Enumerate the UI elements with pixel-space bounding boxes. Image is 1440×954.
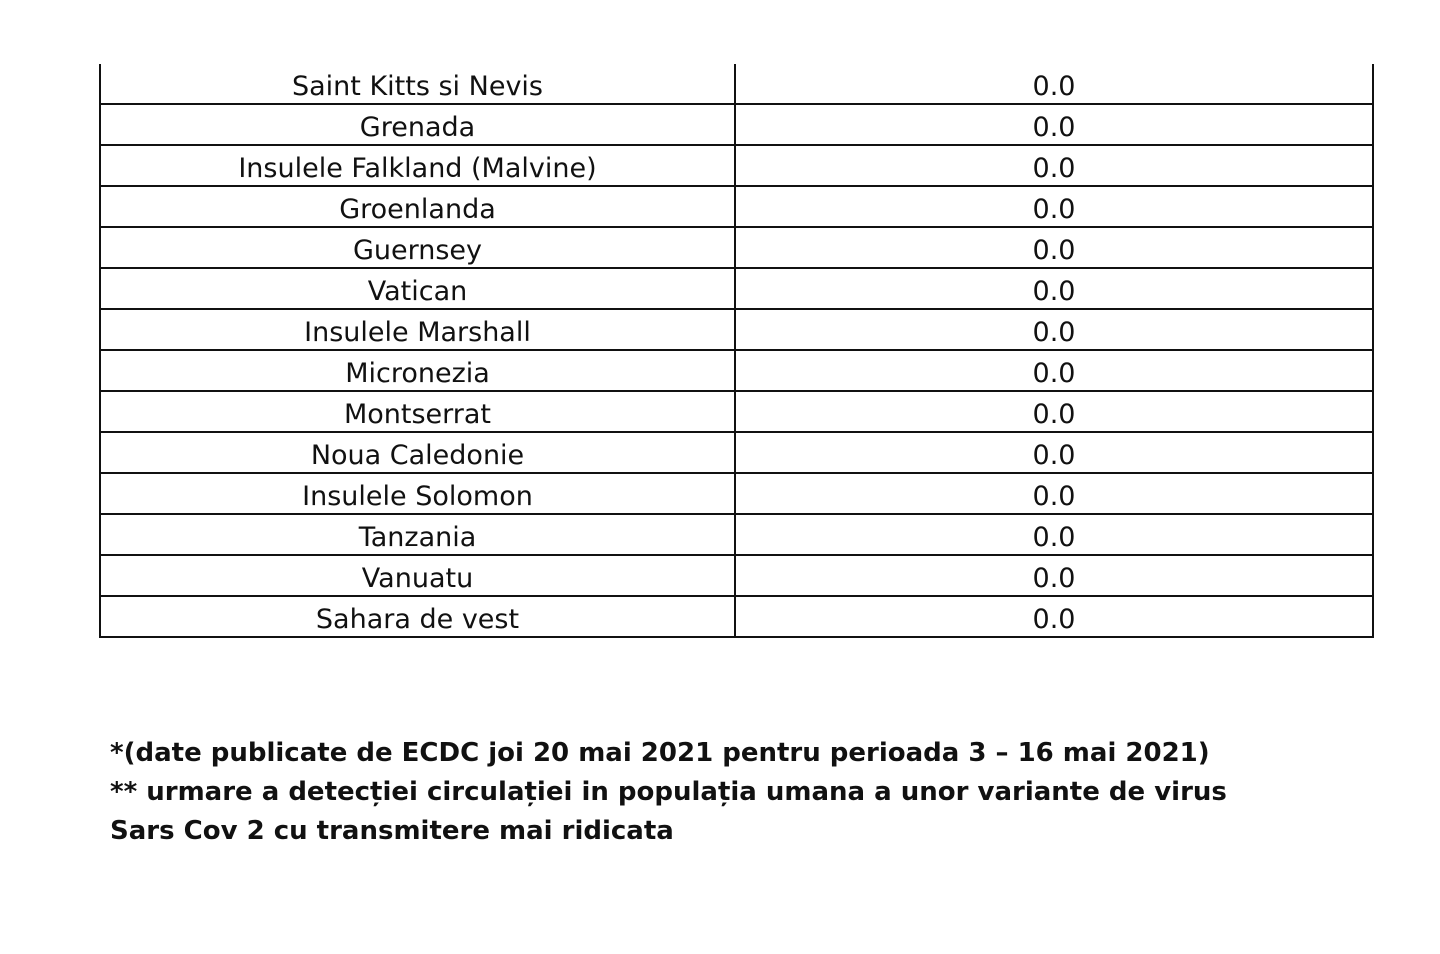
table-body bbox=[100, 64, 1373, 637]
value-cell: 0.0 bbox=[735, 514, 1373, 555]
value-cell: 0.0 bbox=[735, 473, 1373, 514]
value-cell: 0.0 bbox=[735, 227, 1373, 268]
country-cell: Saint Kitts si Nevis bbox=[100, 64, 735, 104]
footnote-source: *(date publicate de ECDC joi 20 mai 2021 pentru perioada 3 – 16 mai 2021) bbox=[110, 738, 1210, 768]
value-cell: 0.0 bbox=[735, 186, 1373, 227]
country-cell: Guernsey bbox=[100, 227, 735, 268]
footnote-variants-continued: Sars Cov 2 cu transmitere mai ridicata bbox=[110, 816, 674, 846]
value-cell: 0.0 bbox=[735, 64, 1373, 104]
table-row bbox=[100, 64, 1373, 104]
table-row bbox=[100, 350, 1373, 391]
table-row bbox=[100, 186, 1373, 227]
value-cell: 0.0 bbox=[735, 432, 1373, 473]
value-cell: 0.0 bbox=[735, 309, 1373, 350]
country-cell: Vatican bbox=[100, 268, 735, 309]
table-row bbox=[100, 104, 1373, 145]
value-cell: 0.0 bbox=[735, 145, 1373, 186]
table-row bbox=[100, 432, 1373, 473]
country-cell: Vanuatu bbox=[100, 555, 735, 596]
country-cell: Noua Caledonie bbox=[100, 432, 735, 473]
value-cell: 0.0 bbox=[735, 104, 1373, 145]
country-cell: Micronezia bbox=[100, 350, 735, 391]
table-row bbox=[100, 514, 1373, 555]
country-cell: Insulele Marshall bbox=[100, 309, 735, 350]
value-cell: 0.0 bbox=[735, 596, 1373, 637]
footnotes bbox=[110, 734, 1370, 851]
value-cell: 0.0 bbox=[735, 350, 1373, 391]
table-row bbox=[100, 268, 1373, 309]
table-row bbox=[100, 473, 1373, 514]
value-cell: 0.0 bbox=[735, 268, 1373, 309]
country-cell: Groenlanda bbox=[100, 186, 735, 227]
country-cell: Insulele Falkland (Malvine) bbox=[100, 145, 735, 186]
footnote-variants: ** urmare a detecției circulației in populația umana a unor variante de virus bbox=[110, 777, 1227, 807]
table-row bbox=[100, 309, 1373, 350]
country-cell: Insulele Solomon bbox=[100, 473, 735, 514]
table-row bbox=[100, 391, 1373, 432]
country-cell: Sahara de vest bbox=[100, 596, 735, 637]
country-cell: Montserrat bbox=[100, 391, 735, 432]
table-row bbox=[100, 555, 1373, 596]
table-row bbox=[100, 596, 1373, 637]
table-row bbox=[100, 145, 1373, 186]
country-incidence-table bbox=[99, 64, 1374, 638]
table-row bbox=[100, 227, 1373, 268]
value-cell: 0.0 bbox=[735, 555, 1373, 596]
country-cell: Grenada bbox=[100, 104, 735, 145]
country-cell: Tanzania bbox=[100, 514, 735, 555]
value-cell: 0.0 bbox=[735, 391, 1373, 432]
